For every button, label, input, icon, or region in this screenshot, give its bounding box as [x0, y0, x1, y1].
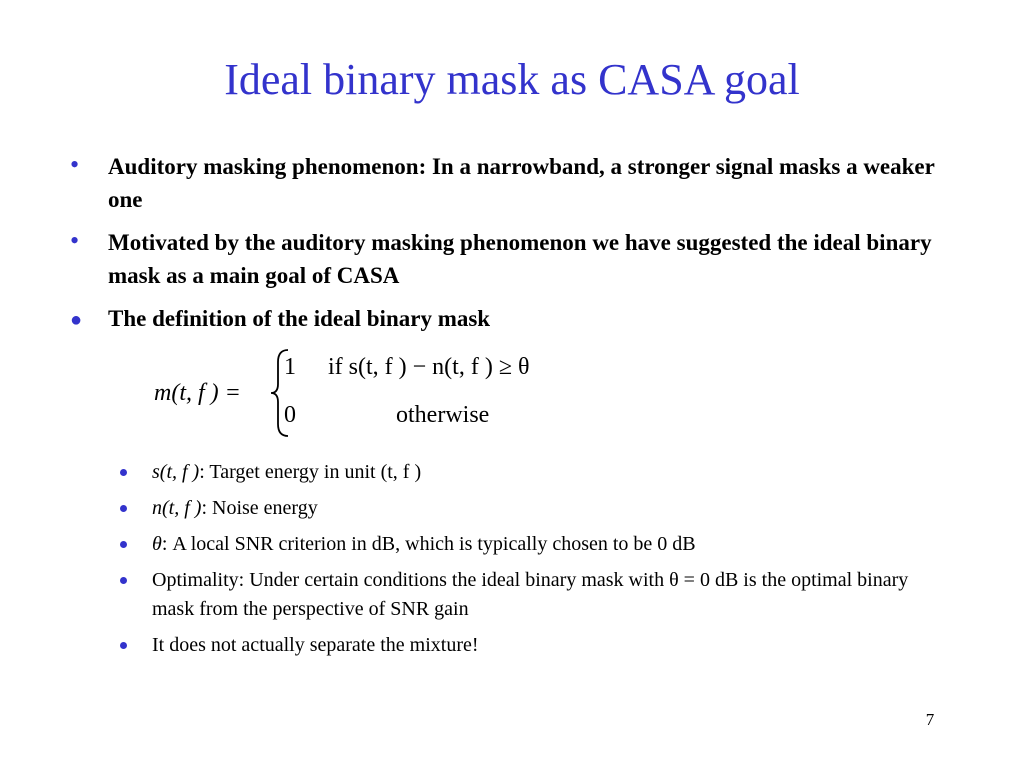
- ideal-binary-mask-equation: [150, 348, 590, 438]
- bullet-icon: ●: [70, 309, 83, 331]
- main-bullet-item: [68, 150, 948, 216]
- main-bullet-text: Motivated by the auditory masking phenomenon we have suggested the ideal binary mask as a main goal of CASA: [108, 230, 932, 288]
- bullet-icon: •: [70, 226, 80, 255]
- bullet-dot-icon: [120, 642, 127, 649]
- bullet-icon: •: [70, 150, 80, 179]
- page-number: 7: [925, 710, 935, 729]
- sub-bullet-text: : Noise energy: [201, 497, 318, 519]
- main-bullet-text: The definition of the ideal binary mask: [108, 306, 491, 331]
- sub-bullet-text: : A local SNR criterion in dB, which is typically chosen to be 0 dB: [161, 533, 696, 555]
- bullet-dot-icon: [120, 541, 127, 548]
- slide-title: Ideal binary mask as CASA goal: [224, 55, 800, 104]
- equation-case1-condition: if s(t, f ) − n(t, f ) ≥ θ: [328, 354, 530, 380]
- bullet-dot-icon: [120, 577, 127, 584]
- sub-bullet-text: It does not actually separate the mixture!: [152, 634, 479, 656]
- bullet-dot-icon: [120, 469, 127, 476]
- equation-lhs: m(t, f ) =: [154, 380, 241, 406]
- main-bullet-list: [68, 150, 948, 345]
- sub-bullet-item: [118, 458, 938, 487]
- sub-bullet-term: n(t, f ): [152, 497, 202, 519]
- sub-bullet-item: [118, 530, 938, 559]
- sub-bullet-item: [118, 631, 938, 660]
- sub-bullet-item: [118, 494, 938, 523]
- sub-bullet-text: Optimality: Under certain conditions the ideal binary mask with θ = 0 dB is the optimal binary mask from the perspective of SNR gain: [152, 569, 909, 620]
- sub-bullet-list: [118, 458, 938, 667]
- main-bullet-text: Auditory masking phenomenon: In a narrowband, a stronger signal masks a weaker one: [108, 154, 935, 212]
- sub-bullet-text: : Target energy in unit (t, f ): [199, 461, 422, 483]
- main-bullet-item: [68, 226, 948, 292]
- sub-bullet-term: s(t, f ): [152, 461, 200, 483]
- sub-bullet-item: [118, 566, 938, 624]
- main-bullet-item: [68, 302, 948, 335]
- equation-case2-value: 0: [284, 402, 296, 428]
- equation-case2-condition: otherwise: [396, 402, 490, 428]
- sub-bullet-term: θ: [152, 533, 162, 555]
- bullet-dot-icon: [120, 505, 127, 512]
- equation-case1-value: 1: [284, 354, 296, 380]
